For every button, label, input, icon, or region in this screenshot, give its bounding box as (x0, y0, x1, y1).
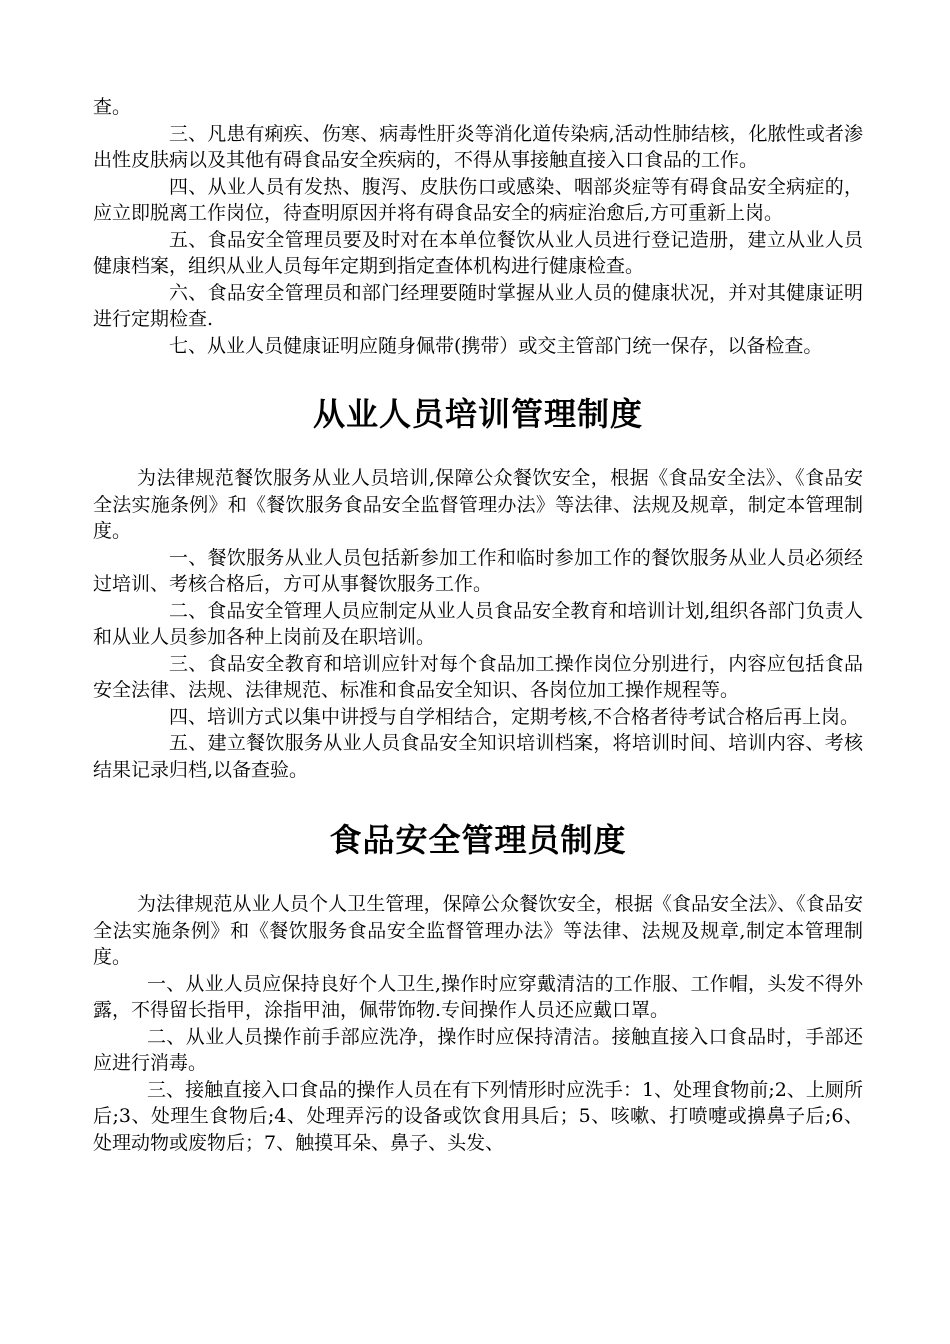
training-item-2: 二、食品安全管理人员应制定从业人员食品安全教育和培训计划,组织各部门负责人和从业人员参加各种上岗前及在职培训。 (93, 599, 863, 648)
health-item-5: 五、食品安全管理员要及时对在本单位餐饮从业人员进行登记造册，建立从业人员健康档案，组织从业人员每年定期到指定查体机构进行健康检查。 (93, 228, 863, 277)
training-item-3: 三、食品安全教育和培训应针对每个食品加工操作岗位分别进行，内容应包括食品安全法律、法规、法律规范、标准和食品安全知识、各岗位加工操作规程等。 (93, 652, 863, 701)
manager-intro: 为法律规范从业人员个人卫生管理，保障公众餐饮安全，根据《食品安全法》、《食品安全法实施条例》和《餐饮服务食品安全监督管理办法》等法律、法规及规章,制定本管理制度。 (93, 893, 863, 968)
training-intro: 为法律规范餐饮服务从业人员培训,保障公众餐饮安全，根据《食品安全法》、《食品安全法实施条例》和《餐饮服务食品安全监督管理办法》等法律、法规及规章，制定本管理制度。 (93, 467, 863, 542)
manager-item-1: 一、从业人员应保持良好个人卫生,操作时应穿戴清洁的工作服、工作帽，头发不得外露，不得留长指甲，涂指甲油，佩带饰物.专间操作人员还应戴口罩。 (93, 972, 863, 1021)
training-section-title: 从业人员培训管理制度 (312, 395, 643, 433)
health-item-4: 四、从业人员有发热、腹泻、皮肤伤口或感染、咽部炎症等有碍食品安全病症的，应立即脱离工作岗位，待查明原因并将有碍食品安全的病症治愈后,方可重新上岗。 (93, 175, 863, 224)
training-item-5: 五、建立餐饮服务从业人员食品安全知识培训档案，将培训时间、培训内容、考核结果记录归档,以备查验。 (93, 732, 863, 781)
continuation-text: 查。 (93, 96, 132, 118)
manager-section-title: 食品安全管理员制度 (329, 821, 627, 859)
manager-item-3: 三、接触直接入口食品的操作人员在有下列情形时应洗手：1、处理食物前;2、上厕所后;3、处理生食物后;4、处理弄污的设备或饮食用具后；5、咳嗽、打喷嚏或擤鼻子后;6、处理动物或废物后；7、触摸耳朵、鼻子、头发、 (93, 1078, 863, 1154)
training-item-1: 一、餐饮服务从业人员包括新参加工作和临时参加工作的餐饮服务从业人员必须经过培训、考核合格后，方可从事餐饮服务工作。 (93, 546, 863, 595)
document-body (93, 94, 863, 1156)
training-item-4: 四、培训方式以集中讲授与自学相结合，定期考核,不合格者待考试合格后再上岗。 (169, 705, 860, 728)
health-item-7: 七、从业人员健康证明应随身佩带(携带）或交主管部门统一保存，以备检查。 (169, 334, 823, 357)
manager-item-2: 二、从业人员操作前手部应洗净，操作时应保持清洁。接触直接入口食品时，手部还应进行消毒。 (93, 1025, 863, 1074)
health-item-3: 三、凡患有痢疾、伤寒、病毒性肝炎等消化道传染病,活动性肺结核，化脓性或者渗出性皮肤病以及其他有碍食品安全疾病的，不得从事接触直接入口食品的工作。 (93, 122, 863, 171)
health-item-6: 六、食品安全管理员和部门经理要随时掌握从业人员的健康状况，并对其健康证明进行定期检查. (93, 281, 863, 330)
